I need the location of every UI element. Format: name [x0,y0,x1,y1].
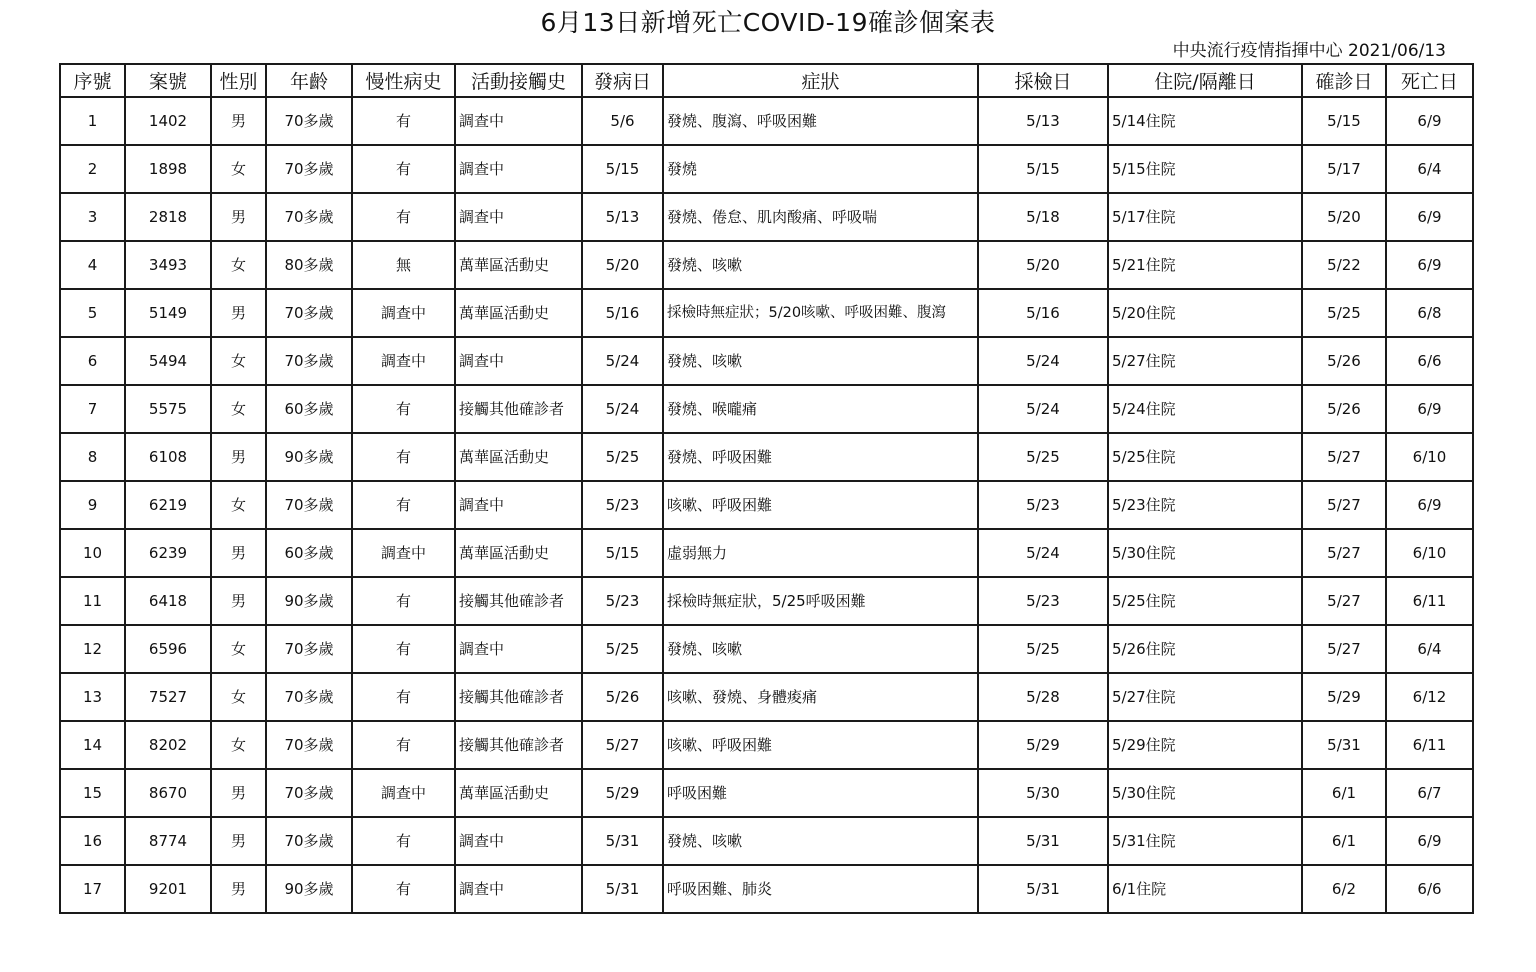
cell-contact-history: 調查中 [455,145,582,193]
cell-symptoms: 咳嗽、呼吸困難 [663,721,978,769]
cell-sex: 男 [211,433,266,481]
cell-serial: 1 [60,97,125,145]
cell-onset-date: 5/13 [582,193,663,241]
cell-chronic-disease: 有 [352,625,455,673]
cell-onset-date: 5/23 [582,481,663,529]
cell-symptoms: 咳嗽、發燒、身體痠痛 [663,673,978,721]
cell-case-number: 6596 [125,625,211,673]
cell-hospitalization-date: 5/30住院 [1108,529,1302,577]
cases-table [59,63,1474,914]
cell-confirmed-date: 5/17 [1302,145,1386,193]
cell-symptoms: 發燒、喉嚨痛 [663,385,978,433]
cell-onset-date: 5/29 [582,769,663,817]
cell-age: 60多歲 [266,385,352,433]
cell-chronic-disease: 有 [352,433,455,481]
cell-age: 90多歲 [266,865,352,913]
cell-contact-history: 調查中 [455,97,582,145]
cell-onset-date: 5/15 [582,529,663,577]
cell-sex: 女 [211,625,266,673]
column-header-age: 年齡 [266,64,352,97]
cell-contact-history: 調查中 [455,481,582,529]
cell-chronic-disease: 有 [352,193,455,241]
table-row [60,865,1473,913]
cell-sex: 女 [211,385,266,433]
cell-age: 70多歲 [266,289,352,337]
cell-symptoms: 發燒、咳嗽 [663,817,978,865]
cell-sex: 女 [211,673,266,721]
cell-test-date: 5/20 [978,241,1108,289]
cell-contact-history: 萬華區活動史 [455,289,582,337]
cell-hospitalization-date: 5/26住院 [1108,625,1302,673]
cell-age: 70多歲 [266,481,352,529]
cell-hospitalization-date: 5/25住院 [1108,577,1302,625]
cell-sex: 男 [211,769,266,817]
cell-sex: 男 [211,577,266,625]
cell-case-number: 5494 [125,337,211,385]
page-title: 6月13日新增死亡COVID-19確診個案表 [540,8,996,37]
cell-death-date: 6/7 [1386,769,1473,817]
cell-test-date: 5/18 [978,193,1108,241]
cell-symptoms: 發燒、咳嗽 [663,241,978,289]
table-row [60,817,1473,865]
cell-onset-date: 5/25 [582,625,663,673]
cell-hospitalization-date: 5/20住院 [1108,289,1302,337]
cell-serial: 9 [60,481,125,529]
cell-chronic-disease: 有 [352,817,455,865]
cell-age: 90多歲 [266,433,352,481]
cell-case-number: 8670 [125,769,211,817]
cell-sex: 男 [211,97,266,145]
column-header-test-date: 採檢日 [978,64,1108,97]
cell-death-date: 6/9 [1386,817,1473,865]
cell-hospitalization-date: 5/27住院 [1108,337,1302,385]
cell-case-number: 7527 [125,673,211,721]
cell-contact-history: 調查中 [455,193,582,241]
cell-case-number: 5149 [125,289,211,337]
cell-hospitalization-date: 5/25住院 [1108,433,1302,481]
cell-test-date: 5/25 [978,433,1108,481]
cell-sex: 女 [211,241,266,289]
table-row [60,193,1473,241]
cell-age: 70多歲 [266,817,352,865]
cell-serial: 8 [60,433,125,481]
table-row [60,433,1473,481]
cell-death-date: 6/11 [1386,721,1473,769]
cell-confirmed-date: 5/27 [1302,529,1386,577]
table-row [60,241,1473,289]
cell-contact-history: 萬華區活動史 [455,529,582,577]
cell-serial: 10 [60,529,125,577]
cell-confirmed-date: 5/29 [1302,673,1386,721]
cell-onset-date: 5/20 [582,241,663,289]
table-row [60,769,1473,817]
cell-contact-history: 調查中 [455,817,582,865]
cell-hospitalization-date: 5/17住院 [1108,193,1302,241]
cell-sex: 男 [211,289,266,337]
cell-sex: 女 [211,481,266,529]
cell-chronic-disease: 有 [352,481,455,529]
cell-serial: 17 [60,865,125,913]
cell-confirmed-date: 5/25 [1302,289,1386,337]
cell-symptoms: 虛弱無力 [663,529,978,577]
cell-onset-date: 5/31 [582,817,663,865]
cell-case-number: 6219 [125,481,211,529]
cell-test-date: 5/15 [978,145,1108,193]
column-header-hospitalization-date: 住院/隔離日 [1108,64,1302,97]
cell-test-date: 5/28 [978,673,1108,721]
cell-age: 70多歲 [266,721,352,769]
cell-death-date: 6/10 [1386,529,1473,577]
cell-case-number: 9201 [125,865,211,913]
cell-onset-date: 5/6 [582,97,663,145]
cell-chronic-disease: 調查中 [352,337,455,385]
cell-confirmed-date: 5/15 [1302,97,1386,145]
cell-case-number: 1898 [125,145,211,193]
cell-symptoms: 採檢時無症狀，5/25呼吸困難 [663,577,978,625]
cell-case-number: 8202 [125,721,211,769]
cell-onset-date: 5/15 [582,145,663,193]
cell-death-date: 6/12 [1386,673,1473,721]
column-header-death-date: 死亡日 [1386,64,1473,97]
cell-confirmed-date: 5/26 [1302,337,1386,385]
cell-chronic-disease: 調查中 [352,289,455,337]
table-header-row [60,64,1473,97]
cell-chronic-disease: 調查中 [352,529,455,577]
cell-contact-history: 萬華區活動史 [455,769,582,817]
cell-onset-date: 5/23 [582,577,663,625]
cell-case-number: 8774 [125,817,211,865]
cell-hospitalization-date: 5/31住院 [1108,817,1302,865]
cell-confirmed-date: 5/27 [1302,481,1386,529]
cell-serial: 12 [60,625,125,673]
cell-onset-date: 5/27 [582,721,663,769]
cell-age: 80多歲 [266,241,352,289]
cell-age: 70多歲 [266,625,352,673]
cell-death-date: 6/9 [1386,97,1473,145]
column-header-contact-history: 活動接觸史 [455,64,582,97]
cell-death-date: 6/6 [1386,865,1473,913]
cell-chronic-disease: 調查中 [352,769,455,817]
cell-case-number: 1402 [125,97,211,145]
cell-contact-history: 萬華區活動史 [455,241,582,289]
cell-contact-history: 接觸其他確診者 [455,577,582,625]
cell-age: 70多歲 [266,193,352,241]
cell-age: 70多歲 [266,769,352,817]
cell-contact-history: 調查中 [455,337,582,385]
cell-serial: 15 [60,769,125,817]
cell-hospitalization-date: 6/1住院 [1108,865,1302,913]
cell-chronic-disease: 有 [352,721,455,769]
cell-death-date: 6/9 [1386,481,1473,529]
cell-onset-date: 5/16 [582,289,663,337]
column-header-onset-date: 發病日 [582,64,663,97]
column-header-chronic-disease: 慢性病史 [352,64,455,97]
cell-contact-history: 萬華區活動史 [455,433,582,481]
table-body [60,97,1473,913]
cell-contact-history: 接觸其他確診者 [455,673,582,721]
cell-hospitalization-date: 5/23住院 [1108,481,1302,529]
cell-confirmed-date: 5/27 [1302,577,1386,625]
cell-serial: 5 [60,289,125,337]
column-header-sex: 性別 [211,64,266,97]
cell-serial: 11 [60,577,125,625]
cell-age: 70多歲 [266,97,352,145]
cell-age: 70多歲 [266,145,352,193]
cell-symptoms: 咳嗽、呼吸困難 [663,481,978,529]
cell-serial: 7 [60,385,125,433]
cell-death-date: 6/4 [1386,625,1473,673]
table-row [60,529,1473,577]
cell-sex: 男 [211,817,266,865]
cell-test-date: 5/23 [978,481,1108,529]
source-date-line: 中央流行疫情指揮中心 2021/06/13 [1172,41,1446,61]
cell-contact-history: 調查中 [455,625,582,673]
cell-test-date: 5/30 [978,769,1108,817]
cell-serial: 13 [60,673,125,721]
cell-test-date: 5/24 [978,385,1108,433]
cell-serial: 16 [60,817,125,865]
cell-death-date: 6/9 [1386,385,1473,433]
cell-symptoms: 呼吸困難 [663,769,978,817]
cell-hospitalization-date: 5/30住院 [1108,769,1302,817]
cell-hospitalization-date: 5/14住院 [1108,97,1302,145]
cell-age: 60多歲 [266,529,352,577]
cell-symptoms: 發燒、倦怠、肌肉酸痛、呼吸喘 [663,193,978,241]
column-header-case-number: 案號 [125,64,211,97]
cell-serial: 4 [60,241,125,289]
cell-contact-history: 接觸其他確診者 [455,385,582,433]
cell-sex: 女 [211,145,266,193]
cell-death-date: 6/9 [1386,241,1473,289]
cell-case-number: 5575 [125,385,211,433]
cell-confirmed-date: 5/31 [1302,721,1386,769]
column-header-symptoms: 症狀 [663,64,978,97]
cell-hospitalization-date: 5/24住院 [1108,385,1302,433]
cell-onset-date: 5/25 [582,433,663,481]
cell-death-date: 6/9 [1386,193,1473,241]
cell-contact-history: 接觸其他確診者 [455,721,582,769]
cell-symptoms: 發燒、腹瀉、呼吸困難 [663,97,978,145]
cell-test-date: 5/16 [978,289,1108,337]
cell-sex: 男 [211,865,266,913]
cell-death-date: 6/4 [1386,145,1473,193]
table-row [60,385,1473,433]
cell-death-date: 6/8 [1386,289,1473,337]
table-row [60,625,1473,673]
cell-chronic-disease: 有 [352,97,455,145]
cell-sex: 男 [211,193,266,241]
cell-case-number: 3493 [125,241,211,289]
cell-confirmed-date: 5/26 [1302,385,1386,433]
cell-confirmed-date: 6/2 [1302,865,1386,913]
cell-chronic-disease: 有 [352,577,455,625]
cell-test-date: 5/13 [978,97,1108,145]
cell-serial: 14 [60,721,125,769]
cell-confirmed-date: 5/27 [1302,433,1386,481]
cell-test-date: 5/31 [978,865,1108,913]
cell-test-date: 5/24 [978,337,1108,385]
table-row [60,337,1473,385]
cell-onset-date: 5/26 [582,673,663,721]
cell-serial: 3 [60,193,125,241]
cell-hospitalization-date: 5/29住院 [1108,721,1302,769]
cell-confirmed-date: 5/27 [1302,625,1386,673]
cell-test-date: 5/23 [978,577,1108,625]
cell-contact-history: 調查中 [455,865,582,913]
cell-hospitalization-date: 5/27住院 [1108,673,1302,721]
cell-confirmed-date: 5/22 [1302,241,1386,289]
cell-chronic-disease: 有 [352,145,455,193]
cell-confirmed-date: 6/1 [1302,817,1386,865]
cell-symptoms: 發燒、咳嗽 [663,625,978,673]
cell-confirmed-date: 6/1 [1302,769,1386,817]
cell-case-number: 6418 [125,577,211,625]
cell-onset-date: 5/24 [582,337,663,385]
table-row [60,721,1473,769]
cell-case-number: 2818 [125,193,211,241]
table-row [60,577,1473,625]
cell-death-date: 6/6 [1386,337,1473,385]
table-row [60,97,1473,145]
cell-chronic-disease: 有 [352,385,455,433]
cell-age: 90多歲 [266,577,352,625]
cell-symptoms: 發燒 [663,145,978,193]
cell-serial: 6 [60,337,125,385]
column-header-serial: 序號 [60,64,125,97]
cell-sex: 女 [211,721,266,769]
table-row [60,673,1473,721]
cell-test-date: 5/24 [978,529,1108,577]
cell-chronic-disease: 有 [352,673,455,721]
cell-chronic-disease: 無 [352,241,455,289]
cell-onset-date: 5/24 [582,385,663,433]
cell-death-date: 6/11 [1386,577,1473,625]
cell-onset-date: 5/31 [582,865,663,913]
table-row [60,145,1473,193]
column-header-confirmed-date: 確診日 [1302,64,1386,97]
cell-chronic-disease: 有 [352,865,455,913]
cell-symptoms: 呼吸困難、肺炎 [663,865,978,913]
cell-hospitalization-date: 5/21住院 [1108,241,1302,289]
cell-symptoms: 發燒、呼吸困難 [663,433,978,481]
cell-age: 70多歲 [266,337,352,385]
cell-death-date: 6/10 [1386,433,1473,481]
cell-case-number: 6108 [125,433,211,481]
cell-serial: 2 [60,145,125,193]
cell-symptoms: 採檢時無症狀；5/20咳嗽、呼吸困難、腹瀉 [663,289,978,337]
cell-sex: 女 [211,337,266,385]
cell-hospitalization-date: 5/15住院 [1108,145,1302,193]
cell-sex: 男 [211,529,266,577]
cell-test-date: 5/29 [978,721,1108,769]
cell-test-date: 5/25 [978,625,1108,673]
cell-age: 70多歲 [266,673,352,721]
table-row [60,481,1473,529]
cell-confirmed-date: 5/20 [1302,193,1386,241]
cell-test-date: 5/31 [978,817,1108,865]
cell-case-number: 6239 [125,529,211,577]
cell-symptoms: 發燒、咳嗽 [663,337,978,385]
table-row [60,289,1473,337]
